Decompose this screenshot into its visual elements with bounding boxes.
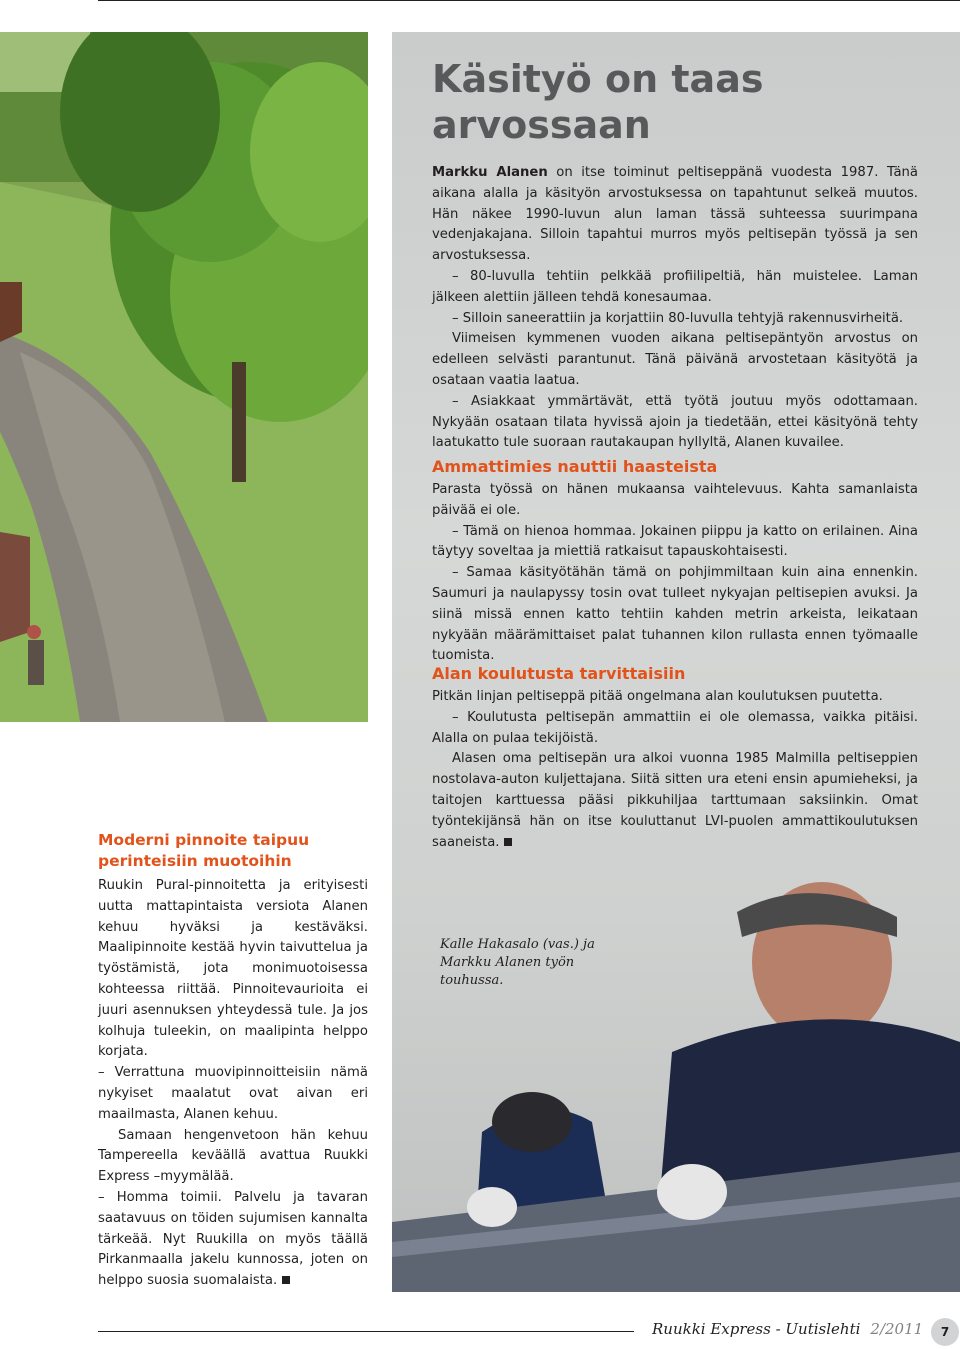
body-paragraph: Pitkän linjan peltiseppä pitää ongelmana alan koulutuksen puutetta. bbox=[432, 689, 883, 704]
body-paragraph: Parasta työssä on hänen mukaansa vaihtelevuus. Kahta samanlaista päivää ei ole. bbox=[432, 482, 918, 518]
intro-text: on itse toiminut peltiseppänä vuodesta 1987. Tänä aikana alalla ja käsityön arvostuksessa on tapahtunut selkeä muutos. Hän näkee 1990-luvun alun laman tässä suhteessa suurimpana vedenjakajana. Silloin tapahtui murros myös peltisepän työssä ja sen arvostuksessa. bbox=[432, 165, 918, 264]
sidebar-paragraph: Samaan hengenvetoon hän kehuu Tampereella keväällä avattua Ruukki Express –myymälää. bbox=[98, 1127, 368, 1185]
footer-rule bbox=[98, 1331, 634, 1332]
landscape-photo-art bbox=[0, 32, 368, 722]
section-heading-koulutus: Alan koulutusta tarvittaisiin bbox=[432, 664, 686, 683]
intro-name: Markku Alanen bbox=[432, 165, 548, 180]
sidebar-paragraph: Ruukin Pural-pinnoitetta ja erityisesti uutta mattapintaista versiota Alanen kehuu hyväksi ja kestäväksi. Maalipinnoite kestää hyvin taivuttelua ja työstämistä, jota monimuotoisessa kohteessa riittää. Pinnoitevaurioita ei juuri asennuksen yhteydessä tule. Ja jos kolhuja tuleekin, on maalipinta helppo korjata. bbox=[98, 878, 368, 1060]
footer-publication bbox=[652, 1320, 923, 1338]
sidebar-box bbox=[98, 830, 368, 1292]
body-paragraph: – Samaa käsityötähän tämä on pohjimmiltaan kuin aina ennenkin. Saumuri ja naulapyssy tosin ovat tulleet nykyajan peltisepien avuksi. Ja siinä missä ennen katto tehtiin kahden metrin arkeista, leikataan nykyään määrämittaiset palat tuhannen kilon rullasta ennen työmaalle tuomista. bbox=[432, 565, 918, 664]
landscape-photo bbox=[0, 32, 368, 722]
photo-caption: Kalle Hakasalo (vas.) ja Markku Alanen työn touhussa. bbox=[440, 937, 595, 988]
intro-paragraph bbox=[432, 163, 918, 267]
intro-paragraph: – Asiakkaat ymmärtävät, että työtä joutuu myös odottamaan. Nykyään osataan tilata hyvissä ajoin ja tiedetään, ettei käsityönä tehty laatukatto tule suoraan rautakaupan hyllyltä, Alanen kuvailee. bbox=[432, 393, 918, 451]
section-heading-haasteista: Ammattimies nauttii haasteista bbox=[432, 457, 718, 476]
intro-paragraph: – 80-luvulla tehtiin pelkkää profiilipeltiä, hän muistelee. Laman jälkeen alettiin jälleen tehdä konesaumaa. bbox=[432, 268, 918, 305]
page-number: 7 bbox=[931, 1318, 959, 1346]
section-body-haasteista bbox=[432, 480, 918, 667]
body-text: Alasen oma peltisepän ura alkoi vuonna 1985 Malmilla peltiseppien nostolava-auton kuljettajana. Siitä sitten ura eteni ensin apumieheksi, ja taitojen karttuessa pääsi pikkuhiljaa tarttumaan saksiinkin. Omat työntekijänsä hän on itse kouluttanut LVI-puolen ammattikoulutuksen saaneista. bbox=[432, 751, 918, 850]
sidebar-paragraph: – Verrattuna muovipinnoitteisiin nämä nykyiset maalatut ovat aivan eri maailmasta, Alanen kehuu. bbox=[98, 1065, 368, 1122]
intro-paragraph: – Silloin saneerattiin ja korjattiin 80-luvulla tehtyjä rakennusvirheitä. bbox=[452, 310, 904, 326]
sidebar-heading: Moderni pinnoite taipuu perinteisiin muotoihin bbox=[98, 831, 310, 870]
sidebar-paragraph bbox=[98, 1188, 368, 1292]
end-mark-icon bbox=[282, 1276, 290, 1284]
issue-number: 2/2011 bbox=[870, 1320, 924, 1338]
body-paragraph: – Tämä on hienoa hommaa. Jokainen piippu ja katto on erilainen. Aina täytyy soveltaa ja miettiä ratkaisut tapauskohtaisesti. bbox=[432, 523, 918, 560]
publication-name: Ruukki Express - Uutislehti bbox=[652, 1320, 861, 1338]
section-body-koulutus bbox=[432, 687, 918, 853]
sidebar-body bbox=[98, 876, 368, 1292]
body-paragraph: – Koulutusta peltisepän ammattiin ei ole olemassa, vaikka pitäisi. Alalla on pulaa tekijöistä. bbox=[432, 709, 918, 746]
article-intro bbox=[432, 163, 918, 454]
body-paragraph bbox=[432, 749, 918, 853]
article-title: Käsityö on taas arvossaan bbox=[432, 57, 764, 147]
sidebar-text: – Homma toimii. Palvelu ja tavaran saatavuus on töiden sujumisen kannalta tärkeää. Nyt Ruukilla on myös täällä Pirkanmaalla jakelu kunnossa, joten on helppo suosia suomalaista. bbox=[98, 1189, 368, 1289]
end-mark-icon bbox=[504, 838, 512, 846]
top-rule bbox=[98, 0, 960, 1]
intro-paragraph: Viimeisen kymmenen vuoden aikana peltisepäntyön arvostus on edelleen selvästi parantunut. Tänä päivänä arvostetaan käsityötä ja osataan vaatia laatua. bbox=[432, 331, 918, 388]
